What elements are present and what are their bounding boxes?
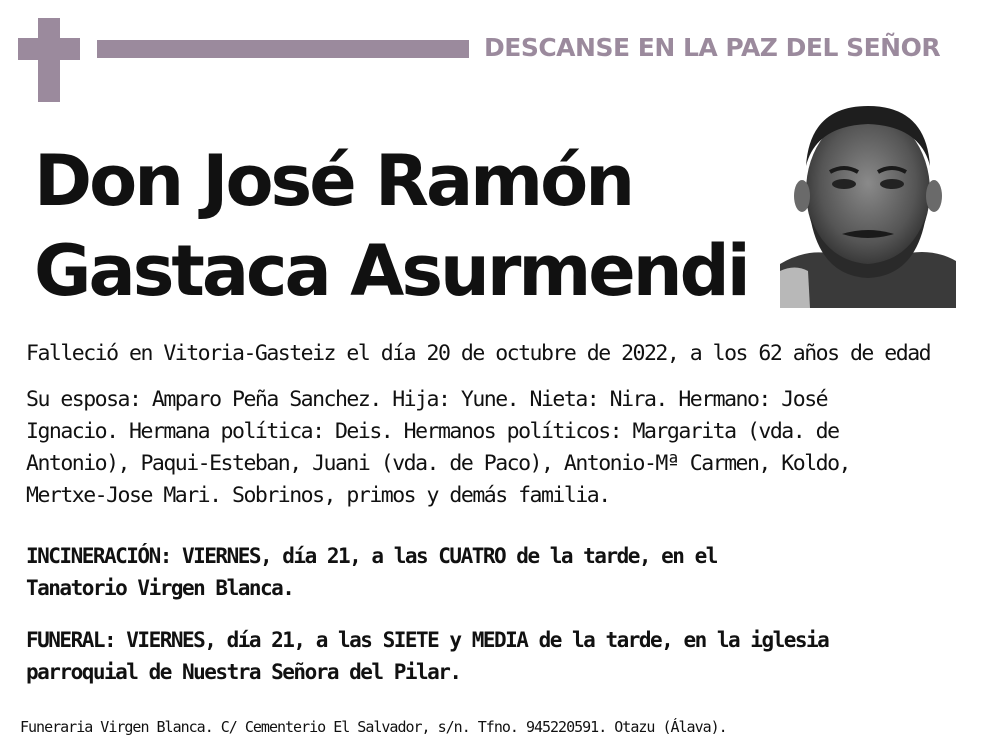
- funeral-home-footer: Funeraria Virgen Blanca. C/ Cementerio El Salvador, s/n. Tfno. 945220591. Otazu (Álava).: [20, 718, 727, 736]
- funeral-line: FUNERAL: VIERNES, día 21, a las SIETE y MEDIA de la tarde, en la iglesia: [26, 628, 829, 652]
- deceased-name: [34, 136, 748, 316]
- name-line-2: Gastaca Asurmendi: [34, 230, 748, 312]
- family-paragraph: [26, 384, 966, 512]
- header-band: [97, 40, 469, 58]
- cross-icon-vertical: [38, 18, 60, 102]
- header-title: DESCANSE EN LA PAZ DEL SEÑOR: [484, 33, 941, 62]
- family-line: Ignacio. Hermana política: Deis. Hermanos políticos: Margarita (vda. de: [26, 419, 839, 444]
- funeral-paragraph: [26, 624, 966, 688]
- family-line: Mertxe-Jose Mari. Sobrinos, primos y demás familia.: [26, 483, 610, 508]
- cross-icon-horizontal: [18, 38, 80, 60]
- family-line: Antonio), Paqui-Esteban, Juani (vda. de Paco), Antonio-Mª Carmen, Koldo,: [26, 451, 850, 476]
- name-line-1: Don José Ramón: [34, 140, 633, 222]
- cremation-line: INCINERACIÓN: VIERNES, día 21, a las CUATRO de la tarde, en el: [26, 544, 717, 568]
- portrait-photo: [780, 96, 956, 308]
- family-line: Su esposa: Amparo Peña Sanchez. Hija: Yune. Nieta: Nira. Hermano: José: [26, 387, 828, 412]
- funeral-line: parroquial de Nuestra Señora del Pilar.: [26, 660, 461, 684]
- cremation-paragraph: [26, 540, 966, 604]
- cremation-line: Tanatorio Virgen Blanca.: [26, 576, 294, 600]
- death-notice: Falleció en Vitoria-Gasteiz el día 20 de octubre de 2022, a los 62 años de edad: [26, 341, 931, 366]
